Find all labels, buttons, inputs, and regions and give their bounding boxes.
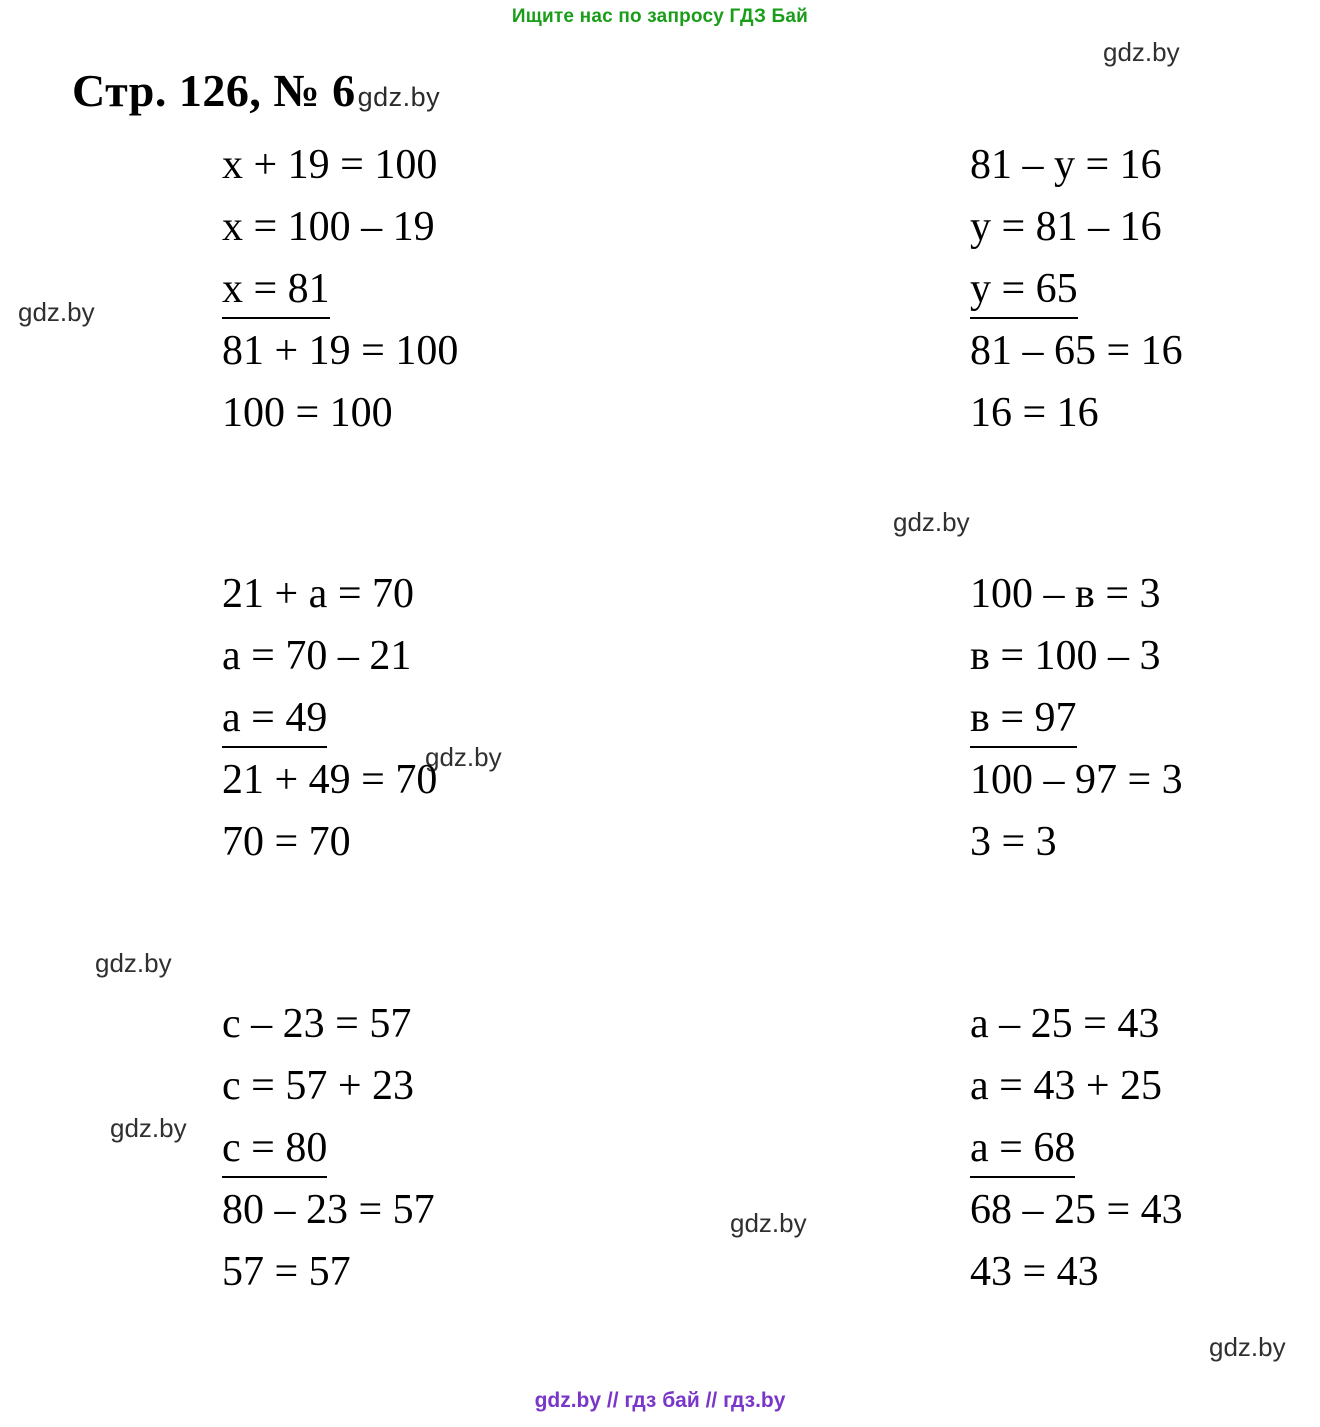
answer-line [222,258,458,320]
solution-block-5 [222,993,435,1303]
solution-block-6 [970,993,1183,1303]
check-line: 3 = 3 [970,819,1057,865]
watermark: gdz.by [110,1113,187,1143]
check-line: 100 – 97 = 3 [970,757,1183,803]
check-line: 21 + 49 = 70 [222,757,438,803]
footer-watermark: gdz.by // гдз бай // гдз.by [534,1389,786,1412]
watermark: gdz.by [18,297,95,327]
equation-line: c – 23 = 57 [222,1001,412,1047]
watermark: gdz.by [1209,1332,1286,1362]
answer-value: x = 81 [222,263,330,319]
solution-block-3 [222,563,437,873]
check-line: 100 = 100 [222,390,393,436]
check-line: 16 = 16 [970,390,1099,436]
watermark: gdz.by [95,948,172,978]
equation-line: a = 70 – 21 [222,633,412,679]
equation-line: y = 81 – 16 [970,204,1162,250]
watermark: gdz.by [730,1208,807,1238]
answer-line [970,687,1183,749]
check-line: 68 – 25 = 43 [970,1187,1183,1233]
check-line: 80 – 23 = 57 [222,1187,435,1233]
check-line: 57 = 57 [222,1249,351,1295]
equation-line: a – 25 = 43 [970,1001,1160,1047]
page-title-text: Стр. 126, № 6 [72,65,356,116]
answer-value: a = 49 [222,692,327,748]
answer-line [222,1117,435,1179]
answer-line [970,258,1183,320]
check-line: 81 + 19 = 100 [222,328,459,374]
check-line: 81 – 65 = 16 [970,328,1183,374]
solution-block-4 [970,563,1183,873]
answer-value: c = 80 [222,1122,327,1178]
answer-value: в = 97 [970,692,1077,748]
equation-line: a = 43 + 25 [970,1063,1163,1109]
watermark: gdz.by [1103,37,1180,67]
answer-line [222,687,437,749]
equation-line: x + 19 = 100 [222,142,438,188]
top-banner: Ищите нас по запросу ГДЗ Бай [511,6,809,27]
watermark-title: gdz.by [357,82,441,112]
check-line: 43 = 43 [970,1249,1099,1295]
equation-line: 100 – в = 3 [970,571,1161,617]
check-line: 70 = 70 [222,819,351,865]
solution-block-2 [970,134,1183,444]
equation-line: в = 100 – 3 [970,633,1161,679]
equation-line: c = 57 + 23 [222,1063,415,1109]
page-title [72,64,440,117]
answer-value: a = 68 [970,1122,1075,1178]
answer-line [970,1117,1183,1179]
watermark: gdz.by [425,742,502,772]
answer-value: y = 65 [970,263,1078,319]
watermark: gdz.by [893,507,970,537]
equation-line: 21 + a = 70 [222,571,415,617]
solution-block-1 [222,134,458,444]
equation-line: x = 100 – 19 [222,204,435,250]
equation-line: 81 – y = 16 [970,142,1162,188]
